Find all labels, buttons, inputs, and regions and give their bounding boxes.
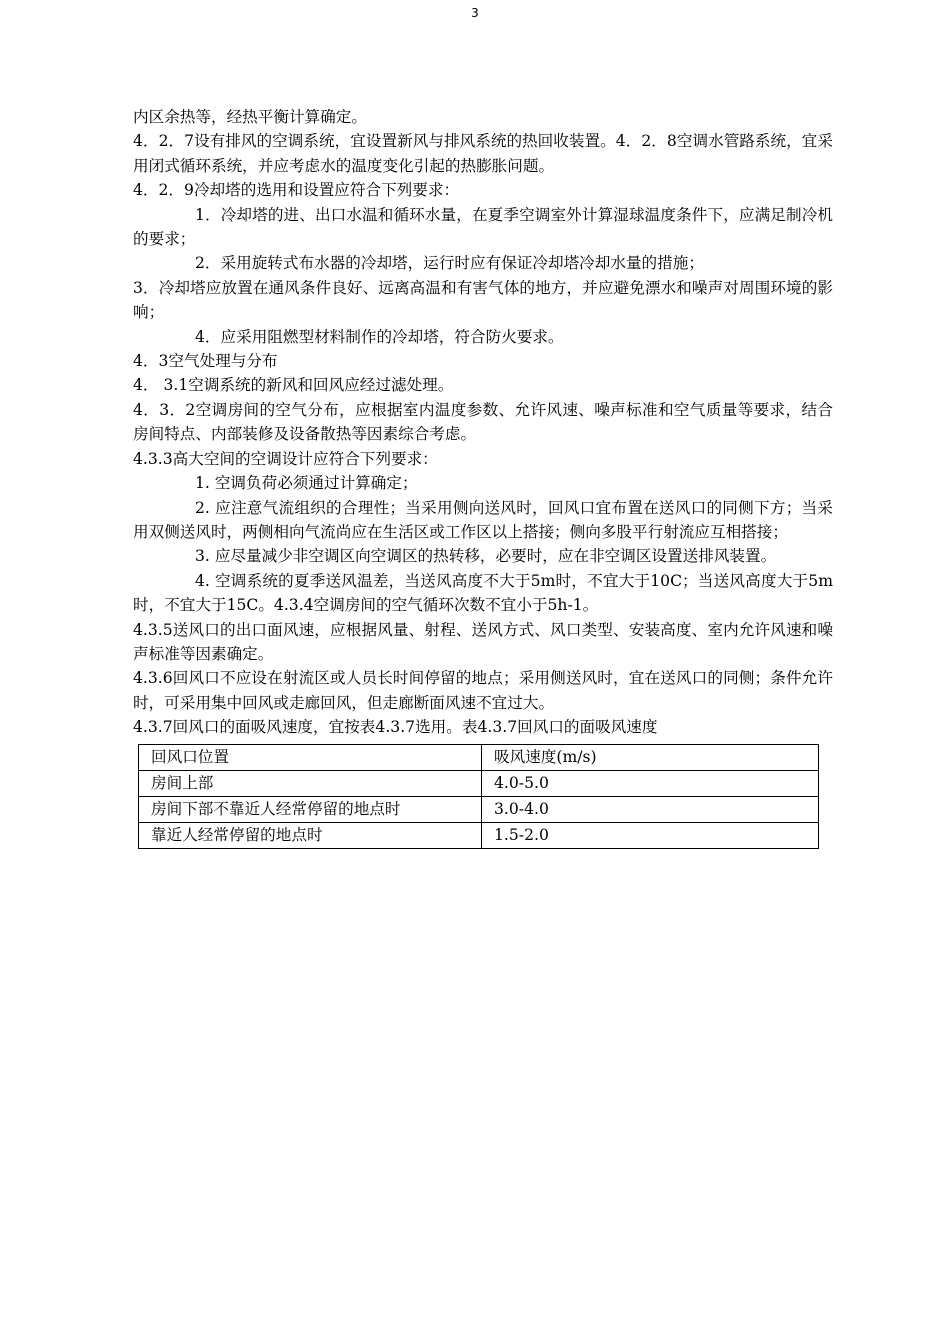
paragraph: 4．3．2空调房间的空气分布，应根据室内温度参数、允许风速、噪声标准和空气质量等要求，结合房间特点、内部装修及设备散热等因素综合考虑。 (133, 400, 833, 444)
paragraph: 4.3.6回风口不应设在射流区或人员长时间停留的地点；采用侧送风时，宜在送风口的同侧；条件允许时，可采用集中回风或走廊回风，但走廊断面风速不宜过大。 (133, 669, 833, 712)
table-cell-velocity: 吸风速度(m/s) (482, 744, 819, 770)
paragraph: 3．冷却塔应放置在通风条件良好、远离高温和有害气体的地方，并应避免漂水和噪声对周围环境的影响； (133, 278, 833, 322)
table-cell-position: 回风口位置 (139, 744, 482, 770)
paragraph: 4．应采用阻燃型材料制作的冷却塔，符合防火要求。 (195, 327, 564, 346)
paragraph: 4．2．7设有排风的空调系统，宜设置新风与排风系统的热回收装置。4．2．8空调水管路系统，宜采用闭式循环系统，并应考虑水的温度变化引起的热膨胀问题。 (133, 132, 833, 175)
table-cell-velocity: 4.0-5.0 (482, 770, 819, 796)
paragraph: 1．冷却塔的进、出口水温和循环水量，在夏季空调室外计算湿球温度条件下，应满足制冷机的要求； (133, 205, 833, 249)
return-air-velocity-table (138, 744, 819, 849)
paragraph: 2. 应注意气流组织的合理性；当采用侧向送风时，回风口宜布置在送风口的同侧下方；当采用双侧送风时，两侧相向气流尚应在生活区或工作区以上搭接；侧向多股平行射流应互相搭接； (133, 498, 833, 541)
paragraph: 1. 空调负荷必须通过计算确定； (195, 474, 418, 493)
paragraph: 4. 空调系统的夏季送风温差，当送风高度不大于5m时，不宜大于10C；当送风高度大于5m时，不宜大于15C。4.3.4空调房间的空气循环次数不宜小于5h-1。 (133, 571, 833, 615)
document-body (133, 105, 833, 849)
table-row (139, 770, 819, 796)
paragraph: 4．2．9冷却塔的选用和设置应符合下列要求： (133, 181, 460, 200)
paragraph: 4.3.5送风口的出口面风速，应根据风量、射程、送风方式、风口类型、安装高度、室内允许风速和噪声标准等因素确定。 (133, 620, 833, 663)
paragraph: 4.3.3高大空间的空调设计应符合下列要求： (133, 449, 438, 468)
table-row (139, 822, 819, 848)
page-number: 3 (471, 6, 479, 20)
paragraph: 4．3空气处理与分布 (133, 352, 278, 371)
paragraph: 内区余热等，经热平衡计算确定。 (133, 108, 367, 126)
paragraph: 3. 应尽量减少非空调区向空调区的热转移，必要时，应在非空调区设置送排风装置。 (195, 547, 777, 566)
table-cell-position: 靠近人经常停留的地点时 (139, 822, 482, 848)
table-header-row (139, 744, 819, 770)
paragraph: 4． 3.1空调系统的新风和回风应经过滤处理。 (133, 376, 454, 395)
paragraph: 4.3.7回风口的面吸风速度，宜按表4.3.7选用。表4.3.7回风口的面吸风速度 (133, 718, 658, 737)
table-cell-position: 房间下部不靠近人经常停留的地点时 (139, 796, 482, 822)
table-cell-velocity: 3.0-4.0 (482, 796, 819, 822)
table-cell-velocity: 1.5-2.0 (482, 822, 819, 848)
paragraph-list (133, 105, 833, 740)
paragraph: 2．采用旋转式布水器的冷却塔，运行时应有保证冷却塔冷却水量的措施； (195, 254, 704, 273)
table-row (139, 796, 819, 822)
table-cell-position: 房间上部 (139, 770, 482, 796)
